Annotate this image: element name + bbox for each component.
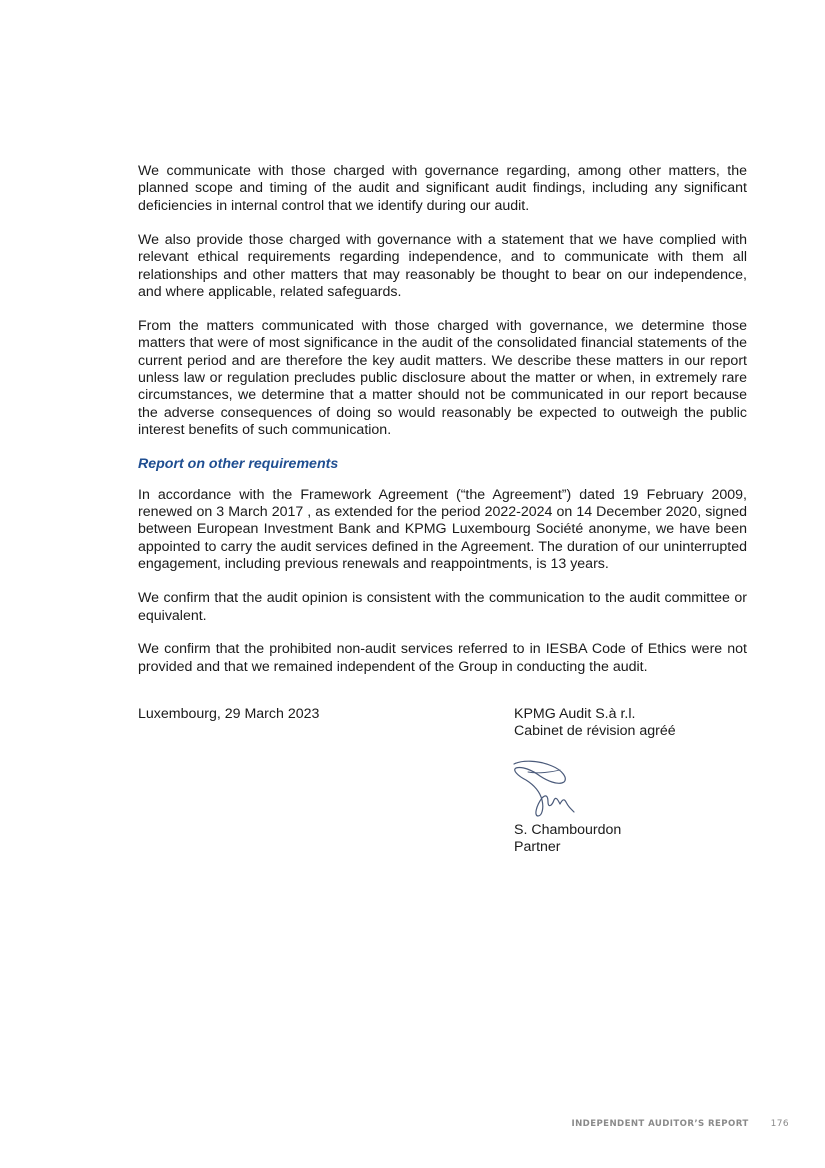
paragraph-non-audit-services: We confirm that the prohibited non-audit services referred to in IESBA Code of Ethics were not provided and that we remained independent of the Group in conducting the audit. [138, 641, 747, 675]
firm-block [514, 706, 676, 741]
footer-title: INDEPENDENT AUDITOR’S REPORT [571, 1119, 749, 1129]
firm-subtitle: Cabinet de révision agréé [514, 723, 676, 740]
signer-name: S. Chambourdon [514, 822, 622, 838]
paragraph-governance-communication: We communicate with those charged with governance regarding, among other matters, the planned scope and timing of the audit and significant audit findings, including any significant deficiencies in internal control that we identify during our audit. [138, 163, 747, 214]
handwritten-signature [508, 758, 598, 824]
section-heading-other-requirements: Report on other requirements [138, 456, 339, 473]
paragraph-key-audit-matters: From the matters communicated with those charged with governance, we determine those matters that were of most significance in the audit of the consolidated financial statements of the current period and are therefore the key audit matters. We describe these matters in our report unless law or regulation precludes public disclosure about the matter or when, in extremely rare circumstances, we determine that a matter should not be communicated in our report because the adverse consequences of doing so would reasonably be expected to outweigh the public interest benefits of such communication. [138, 317, 747, 439]
place-date: Luxembourg, 29 March 2023 [138, 706, 320, 722]
signer-title: Partner [514, 839, 561, 856]
page-number: 176 [770, 1119, 789, 1129]
signer-block [514, 822, 621, 857]
paragraph-audit-committee-consistency: We confirm that the audit opinion is consistent with the communication to the audit committee or equivalent. [138, 590, 747, 624]
report-body [138, 163, 747, 693]
firm-name: KPMG Audit S.à r.l. [514, 706, 636, 722]
paragraph-independence-statement: We also provide those charged with governance with a statement that we have complied with relevant ethical requirements regarding independence, and to communicate with them all relationships and other matters that may reasonably be thought to bear on our independence, and where applicable, related safeguards. [138, 231, 747, 300]
paragraph-framework-agreement: In accordance with the Framework Agreement (“the Agreement”) dated 19 February 2009, renewed on 3 March 2017 , as extended for the period 2022-2024 on 14 December 2020, signed between European Investment Bank and KPMG Luxembourg Société anonyme, we have been appointed to carry the audit services defined in the Agreement. The duration of our uninterrupted engagement, including previous renewals and reappointments, is 13 years. [138, 486, 747, 573]
page-footer [571, 1119, 789, 1129]
